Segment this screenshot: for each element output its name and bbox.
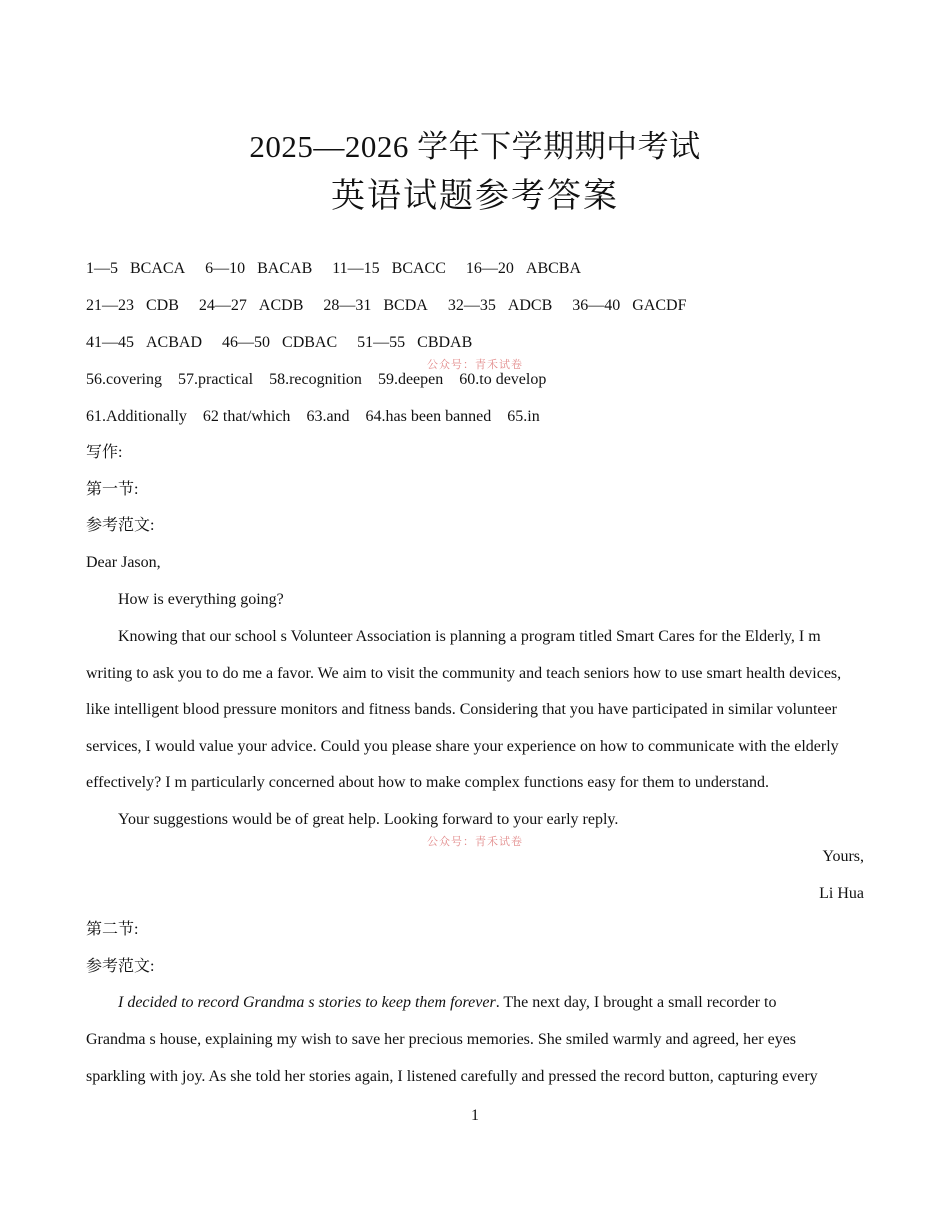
answer-letters: CDB — [146, 297, 179, 314]
answer-row-3 — [86, 333, 488, 353]
letter-sign-off: Yours, — [822, 848, 864, 865]
fill-answer: 61.Additionally — [86, 408, 187, 425]
answer-range: 41—45 — [86, 334, 134, 351]
answer-letters: BACAB — [257, 260, 313, 277]
fill-answer: 59.deepen — [377, 371, 444, 388]
letter-closing-line: Your suggestions would be of great help. Looking forward to your early reply. — [118, 811, 619, 828]
fill-answer: 65.in — [507, 408, 540, 425]
answer-letters: ADCB — [507, 297, 553, 314]
writing-label: 写作: — [86, 444, 123, 461]
fill-answer: 60.to develop — [459, 371, 547, 388]
page-number: 1 — [471, 1107, 479, 1124]
watermark-text: 公众号：青禾试卷 — [427, 835, 523, 848]
section-1-label: 第一节: — [86, 481, 139, 498]
letter-body-line: effectively? I m particularly concerned about how to make complex functions easy for them to understand. — [86, 774, 770, 791]
answer-row-2 — [86, 296, 703, 316]
fill-answer: 63.and — [306, 408, 350, 425]
letter-body-line: Knowing that our school s Volunteer Association is planning a program titled Smart Cares for the Elderly, I m — [118, 628, 821, 645]
section-2-label: 第二节: — [86, 921, 139, 938]
answer-letters: BCACA — [130, 260, 186, 277]
answer-letters: CBDAB — [417, 334, 473, 351]
letter-body-line: services, I would value your advice. Could you please share your experience on how to communicate with the elderly — [86, 738, 839, 755]
letter-body-line: like intelligent blood pressure monitors and fitness bands. Considering that you have participated in similar volunteer — [86, 701, 837, 718]
answer-range: 32—35 — [447, 297, 496, 314]
sample-essay-label: 参考范文: — [86, 517, 155, 534]
answer-range: 6—10 — [205, 260, 246, 277]
letter-body-line: writing to ask you to do me a favor. We aim to visit the community and teach seniors how to use smart health devices, — [86, 665, 842, 682]
fill-answer: 64.has been banned — [365, 408, 492, 425]
story-first-line-rest: . The next day, I brought a small recorder to — [495, 994, 777, 1011]
answer-range: 36—40 — [572, 297, 621, 314]
answer-letters: ACDB — [258, 297, 304, 314]
answer-letters: BCDA — [383, 297, 428, 314]
sample-essay-label-2: 参考范文: — [86, 958, 155, 975]
fill-answer: 62 that/which — [202, 408, 291, 425]
answer-letters: GACDF — [632, 297, 687, 314]
answer-range: 21—23 — [86, 297, 134, 314]
letter-opening: How is everything going? — [118, 591, 284, 608]
fill-answer: 57.practical — [177, 371, 254, 388]
answer-letters: CDBAC — [282, 334, 338, 351]
answer-range: 51—55 — [357, 334, 406, 351]
answer-key-title: 英语试题参考答案 — [331, 178, 619, 215]
story-given-sentence: I decided to record Grandma s stories to keep them forever — [118, 994, 496, 1011]
answer-range: 11—15 — [332, 260, 380, 277]
letter-greeting: Dear Jason, — [86, 554, 161, 571]
exam-title: 2025—2026 学年下学期期中考试 — [249, 129, 701, 164]
fill-answer-row-1 — [86, 370, 562, 390]
answer-range: 46—50 — [222, 334, 271, 351]
watermark-text: 公众号：青禾试卷 — [427, 358, 523, 371]
answer-letters: BCACC — [391, 260, 446, 277]
answer-range: 16—20 — [465, 260, 514, 277]
answer-row-1 — [86, 259, 597, 279]
fill-answer: 58.recognition — [269, 371, 362, 388]
answer-range: 24—27 — [198, 297, 247, 314]
answer-letters: ABCBA — [525, 260, 582, 277]
story-first-line — [118, 993, 776, 1013]
story-line: sparkling with joy. As she told her stories again, I listened carefully and pressed the record button, capturing every — [86, 1068, 818, 1085]
answer-letters: ACBAD — [146, 334, 203, 351]
answer-range: 28—31 — [323, 297, 372, 314]
letter-signature: Li Hua — [819, 885, 864, 902]
fill-answer-row-2 — [86, 407, 556, 427]
answer-range: 1—5 — [86, 260, 118, 277]
fill-answer: 56.covering — [86, 371, 162, 388]
story-line: Grandma s house, explaining my wish to save her precious memories. She smiled warmly and agreed, her eyes — [86, 1031, 797, 1048]
